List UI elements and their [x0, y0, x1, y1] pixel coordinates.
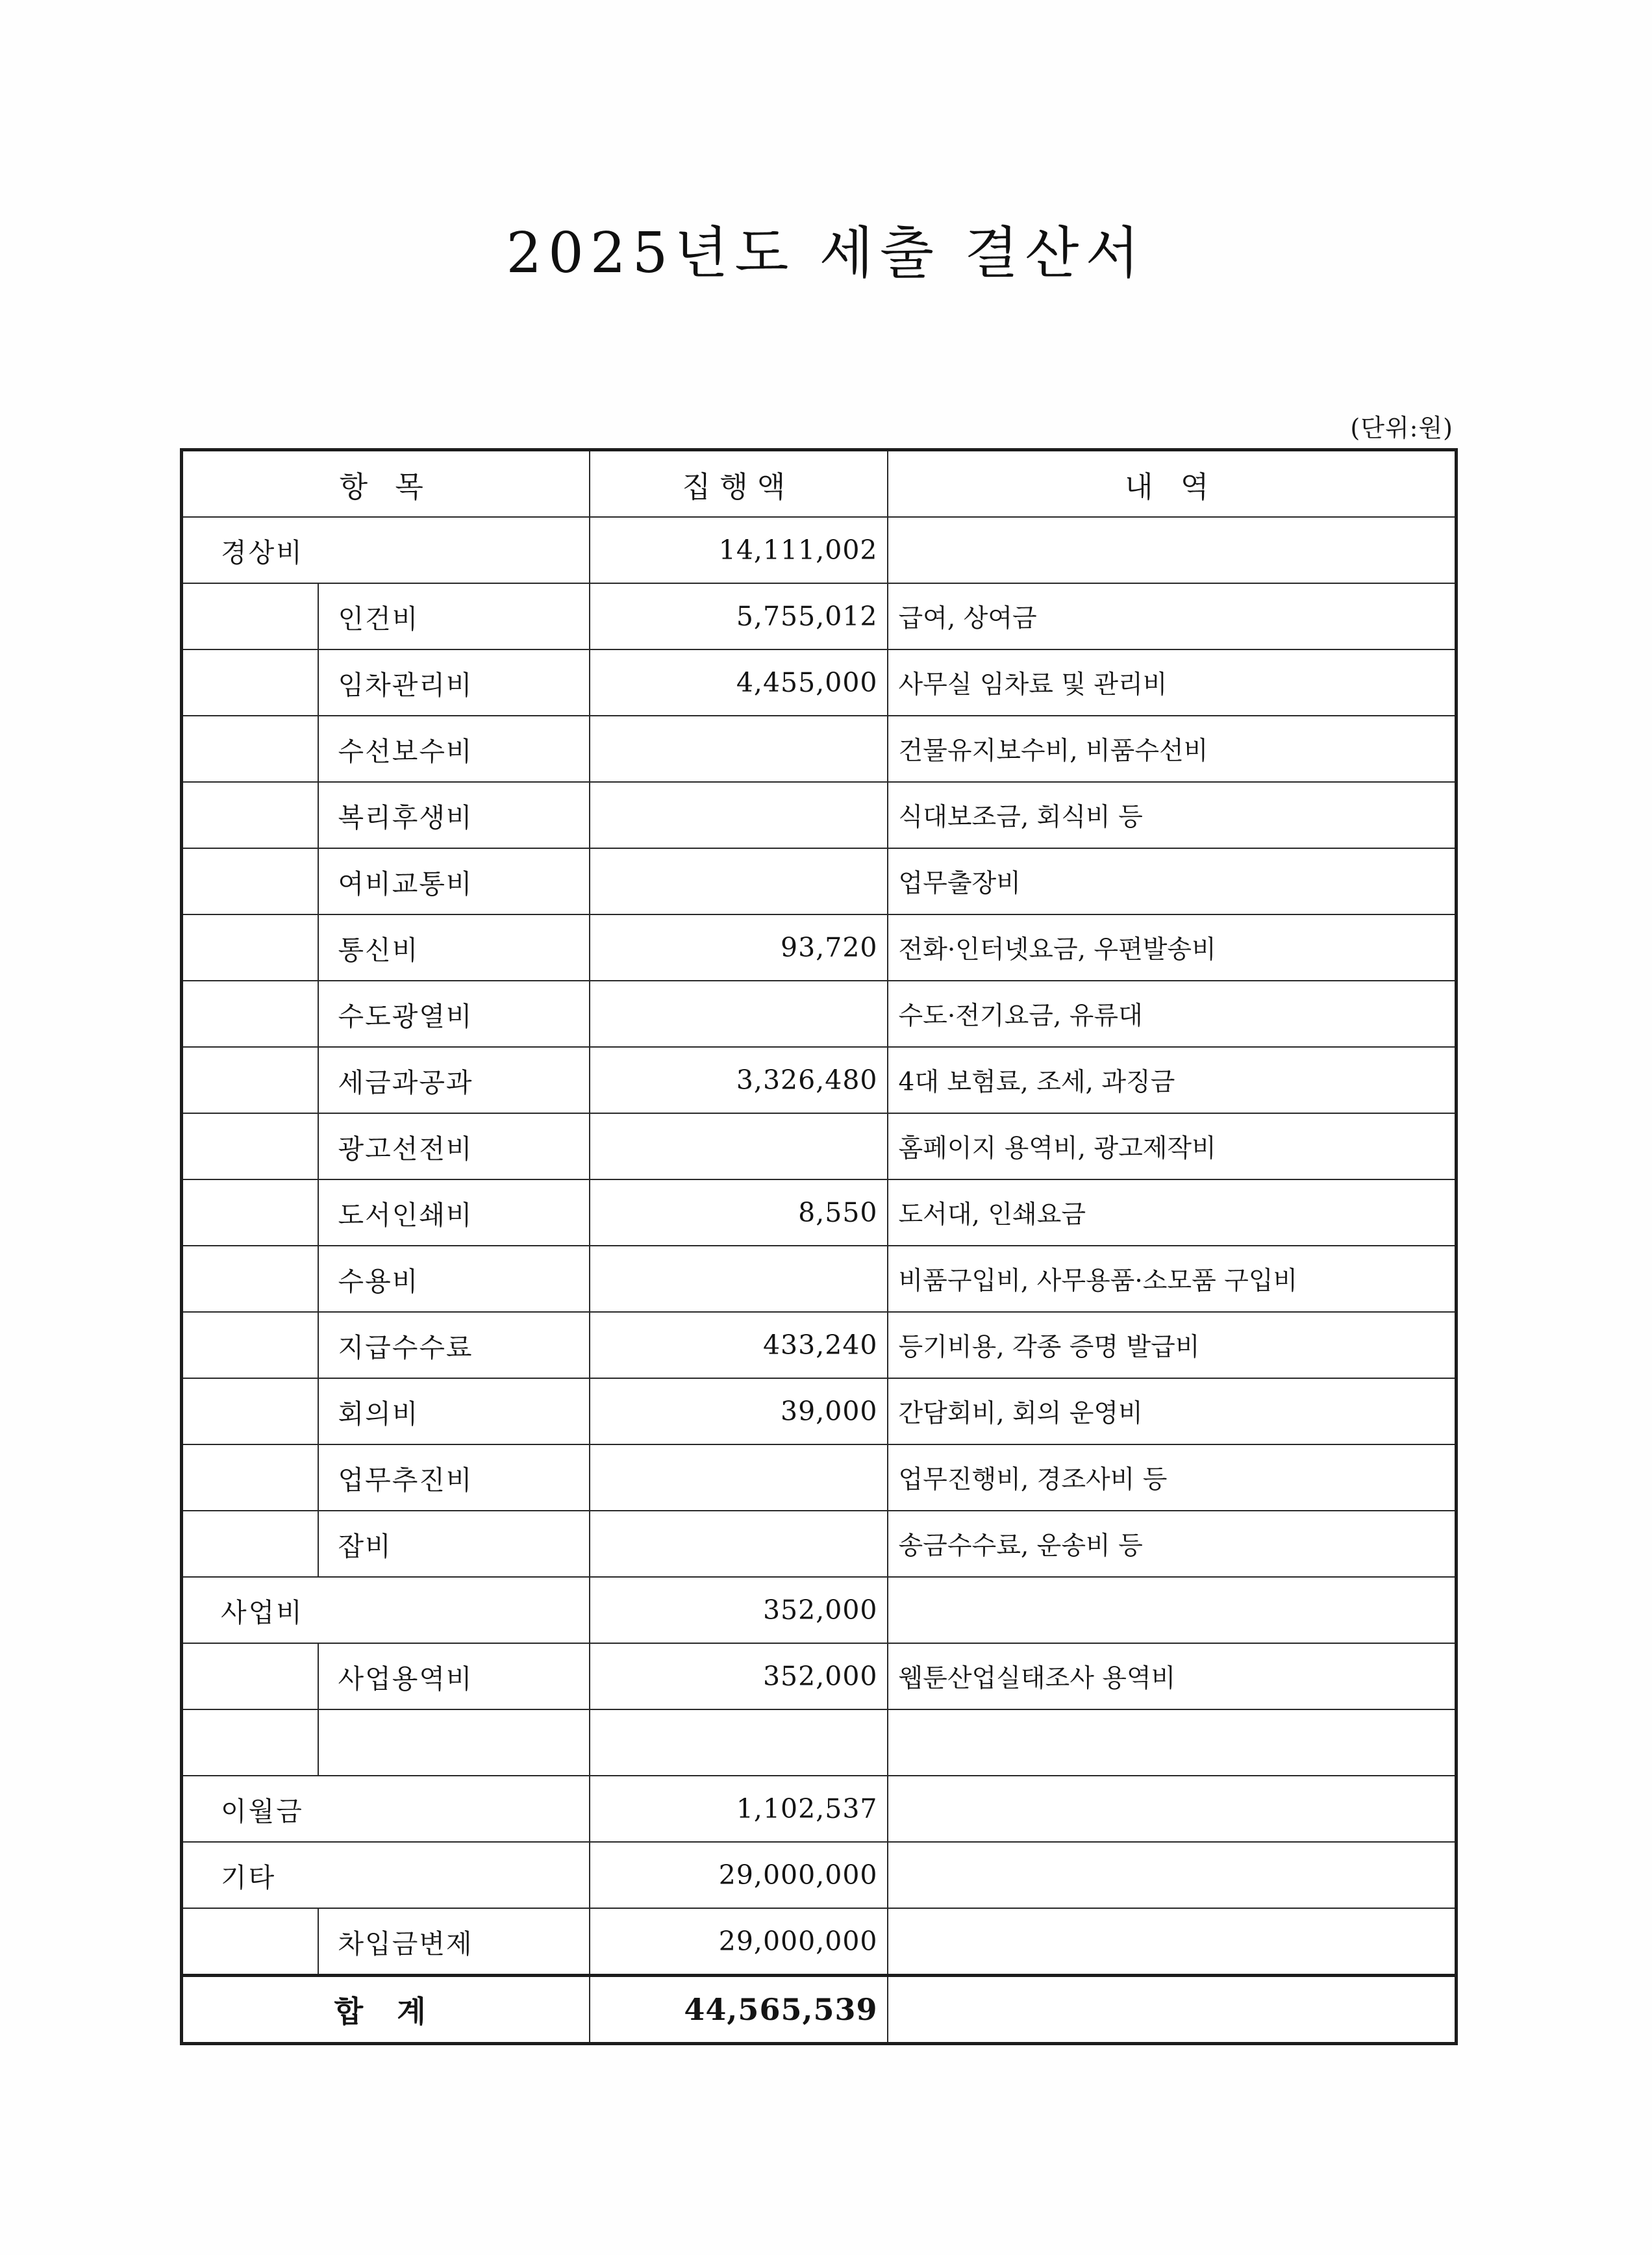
table-row	[182, 848, 1457, 914]
expenditure-table-wrapper	[180, 448, 1455, 2045]
table-total-row	[182, 1976, 1457, 2044]
column-header-amount: 집행액	[590, 450, 888, 518]
row-indent-cell	[182, 716, 318, 782]
unit-note: (단위:원)	[1350, 414, 1453, 442]
row-details: 홈페이지 용역비, 광고제작비	[888, 1113, 1457, 1179]
row-amount: 4,455,000	[590, 649, 888, 716]
row-item-name: 이월금	[182, 1776, 590, 1842]
row-details: 업무진행비, 경조사비 등	[888, 1444, 1457, 1511]
row-details: 급여, 상여금	[888, 583, 1457, 649]
row-details: 수도·전기요금, 유류대	[888, 981, 1457, 1047]
row-indent-cell	[182, 1047, 318, 1113]
row-details	[888, 1908, 1457, 1976]
table-row	[182, 1643, 1457, 1709]
row-details: 간담회비, 회의 운영비	[888, 1378, 1457, 1444]
row-amount	[590, 716, 888, 782]
table-row	[182, 914, 1457, 981]
row-subitem-name: 복리후생비	[318, 782, 590, 848]
table-header-row	[182, 450, 1457, 518]
column-header-details: 내 역	[888, 450, 1457, 518]
table-row	[182, 1908, 1457, 1976]
row-details: 건물유지보수비, 비품수선비	[888, 716, 1457, 782]
row-amount: 39,000	[590, 1378, 888, 1444]
row-amount: 3,326,480	[590, 1047, 888, 1113]
table-row	[182, 1709, 1457, 1776]
row-amount	[590, 1511, 888, 1577]
row-amount	[590, 848, 888, 914]
row-indent-cell	[182, 1312, 318, 1378]
row-amount	[590, 1246, 888, 1312]
row-item-name: 기타	[182, 1842, 590, 1908]
row-details	[888, 1577, 1457, 1643]
table-row	[182, 1246, 1457, 1312]
table-row	[182, 1113, 1457, 1179]
row-subitem-name: 차입금변제	[318, 1908, 590, 1976]
total-amount: 44,565,539	[590, 1976, 888, 2044]
column-header-item: 항 목	[182, 450, 590, 518]
row-indent-cell	[182, 649, 318, 716]
row-indent-cell	[182, 583, 318, 649]
table-row	[182, 1842, 1457, 1908]
row-subitem-name: 회의비	[318, 1378, 590, 1444]
row-amount: 29,000,000	[590, 1842, 888, 1908]
row-subitem-name: 수용비	[318, 1246, 590, 1312]
table-row	[182, 583, 1457, 649]
total-details	[888, 1976, 1457, 2044]
row-indent-cell	[182, 1179, 318, 1246]
row-indent-cell	[182, 1444, 318, 1511]
row-item-name: 사업비	[182, 1577, 590, 1643]
row-subitem-name: 광고선전비	[318, 1113, 590, 1179]
table-row	[182, 1378, 1457, 1444]
row-subitem-name: 도서인쇄비	[318, 1179, 590, 1246]
row-subitem-name: 수선보수비	[318, 716, 590, 782]
row-amount	[590, 782, 888, 848]
row-amount	[590, 1113, 888, 1179]
table-row	[182, 1047, 1457, 1113]
row-subitem-name: 잡비	[318, 1511, 590, 1577]
table-row	[182, 782, 1457, 848]
row-details: 등기비용, 각종 증명 발급비	[888, 1312, 1457, 1378]
row-details: 도서대, 인쇄요금	[888, 1179, 1457, 1246]
row-subitem-name: 지급수수료	[318, 1312, 590, 1378]
row-subitem-name: 인건비	[318, 583, 590, 649]
expenditure-settlement-table	[180, 448, 1458, 2045]
table-row	[182, 1776, 1457, 1842]
row-amount: 29,000,000	[590, 1908, 888, 1976]
row-indent-cell	[182, 914, 318, 981]
row-indent-cell	[182, 848, 318, 914]
row-indent-cell	[182, 1246, 318, 1312]
row-subitem-name: 세금과공과	[318, 1047, 590, 1113]
row-indent-cell	[182, 1908, 318, 1976]
total-label: 합 계	[182, 1976, 590, 2044]
row-details: 업무출장비	[888, 848, 1457, 914]
row-details: 비품구입비, 사무용품·소모품 구입비	[888, 1246, 1457, 1312]
row-details: 전화·인터넷요금, 우편발송비	[888, 914, 1457, 981]
page-title: 2025년도 세출 결산서	[506, 221, 1146, 286]
row-amount	[590, 1444, 888, 1511]
row-indent-cell	[182, 1378, 318, 1444]
table-row	[182, 981, 1457, 1047]
row-amount: 1,102,537	[590, 1776, 888, 1842]
table-row	[182, 1312, 1457, 1378]
row-subitem-name: 업무추진비	[318, 1444, 590, 1511]
row-subitem-name: 통신비	[318, 914, 590, 981]
row-amount: 352,000	[590, 1577, 888, 1643]
row-subitem-name: 여비교통비	[318, 848, 590, 914]
table-row	[182, 716, 1457, 782]
row-amount: 352,000	[590, 1643, 888, 1709]
row-amount: 93,720	[590, 914, 888, 981]
row-amount: 14,111,002	[590, 517, 888, 583]
row-amount: 8,550	[590, 1179, 888, 1246]
table-row	[182, 517, 1457, 583]
row-details: 웹툰산업실태조사 용역비	[888, 1643, 1457, 1709]
row-details: 송금수수료, 운송비 등	[888, 1511, 1457, 1577]
row-amount	[590, 1709, 888, 1776]
table-row	[182, 1577, 1457, 1643]
table-row	[182, 649, 1457, 716]
row-amount: 433,240	[590, 1312, 888, 1378]
row-indent-cell	[182, 1643, 318, 1709]
row-amount: 5,755,012	[590, 583, 888, 649]
row-details: 4대 보험료, 조세, 과징금	[888, 1047, 1457, 1113]
row-details: 사무실 임차료 및 관리비	[888, 649, 1457, 716]
row-details	[888, 1709, 1457, 1776]
row-indent-cell	[182, 981, 318, 1047]
table-row	[182, 1511, 1457, 1577]
row-details	[888, 517, 1457, 583]
row-details	[888, 1776, 1457, 1842]
table-body	[182, 517, 1457, 1976]
row-amount	[590, 981, 888, 1047]
row-indent-cell	[182, 1709, 318, 1776]
row-indent-cell	[182, 1511, 318, 1577]
row-subitem-name: 사업용역비	[318, 1643, 590, 1709]
row-item-name: 경상비	[182, 517, 590, 583]
row-indent-cell	[182, 1113, 318, 1179]
row-indent-cell	[182, 782, 318, 848]
row-subitem-name: 임차관리비	[318, 649, 590, 716]
row-subitem-name	[318, 1709, 590, 1776]
row-details	[888, 1842, 1457, 1908]
row-subitem-name: 수도광열비	[318, 981, 590, 1047]
table-row	[182, 1444, 1457, 1511]
table-row	[182, 1179, 1457, 1246]
row-details: 식대보조금, 회식비 등	[888, 782, 1457, 848]
